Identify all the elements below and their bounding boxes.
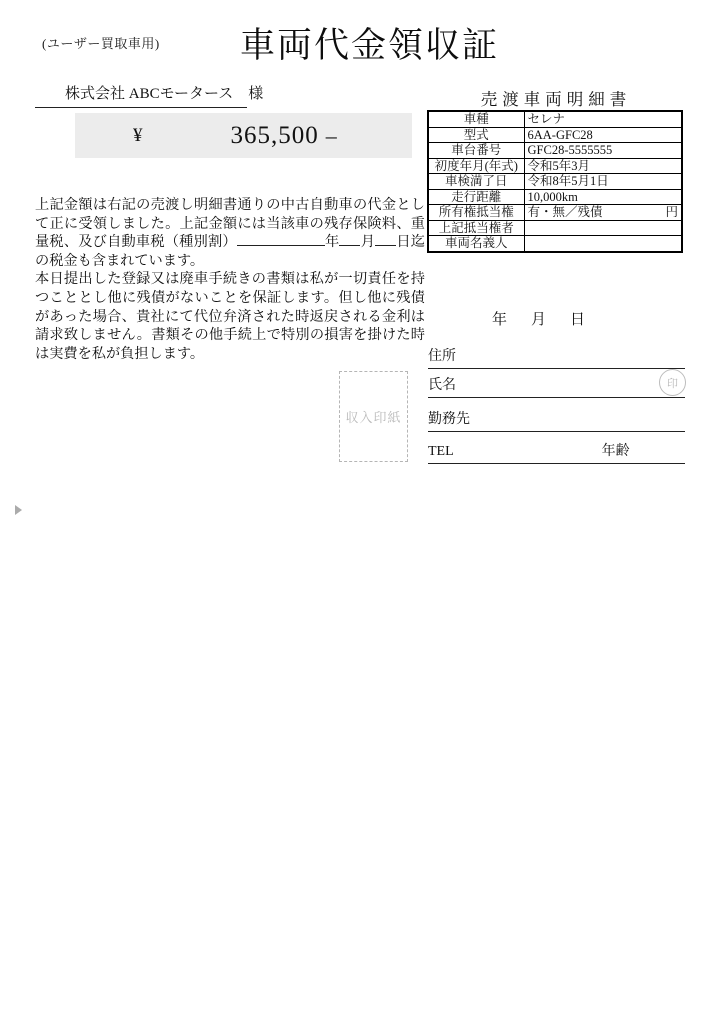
- table-row: [428, 111, 682, 127]
- row-value: 令和8年5月1日: [524, 174, 682, 190]
- row-value: 有・無／残債 円: [524, 205, 682, 221]
- workplace-field: [428, 408, 685, 432]
- seal-label: 印: [667, 377, 678, 390]
- amount-box: [75, 113, 412, 158]
- declaration-para1-tail: 迄の税金も含まれています。: [35, 234, 425, 269]
- table-row: [428, 189, 682, 205]
- row-label: 初度年月(年式): [428, 158, 524, 174]
- row-value: セレナ: [524, 111, 682, 127]
- date-day-label: 日: [570, 312, 586, 328]
- revenue-stamp-label: 収入印紙: [345, 410, 402, 425]
- row-label: 車種: [428, 111, 524, 127]
- row-label: 所有権抵当権: [428, 205, 524, 221]
- declaration-para1-lead: 上記金額は右記の売渡し明細書通りの中古自動車の代金として正に受領しました。上記金額には当該車の残存保険料、重量税、及び自動車税（種別割）: [35, 197, 425, 251]
- form-type-label: (ユーザー買取車用): [42, 36, 160, 51]
- row-value: 6AA-GFC28: [524, 127, 682, 143]
- tel-age-field: [428, 440, 685, 464]
- row-value: [524, 236, 682, 252]
- row-label: 走行距離: [428, 189, 524, 205]
- declaration-para2: 本日提出した登録又は廃車手続きの書類は私が一切責任を持つこととし他に残債がないことを保証します。但し他に残債があった場合、貴社にて代位弁済された時返戻される金利は請求致しません。書類その他手続上で特別の損害を掛けた時は実費を私が負担します。: [35, 271, 425, 362]
- day-char: 日: [396, 234, 411, 251]
- table-row: [428, 220, 682, 236]
- detail-table-title: 売渡車両明細書: [480, 90, 632, 109]
- name-field: [428, 374, 685, 398]
- tel-label: TEL: [428, 444, 454, 459]
- declaration-text: [35, 196, 425, 363]
- address-field: [428, 345, 685, 369]
- recipient-name: 株式会社 ABCモータース 様: [35, 82, 247, 108]
- row-value: GFC28-5555555: [524, 143, 682, 159]
- cursor-arrow-icon: [15, 505, 22, 515]
- row-label: 車検満了日: [428, 174, 524, 190]
- table-row: [428, 174, 682, 190]
- date-year-label: 年: [492, 312, 508, 328]
- row-label: 車台番号: [428, 143, 524, 159]
- address-label: 住所: [428, 349, 456, 364]
- age-label: 年齢: [601, 444, 630, 459]
- date-month-label: 月: [531, 312, 547, 328]
- row-label: 車両名義人: [428, 236, 524, 252]
- seal-stamp-icon: [659, 369, 686, 396]
- name-label: 氏名: [428, 378, 456, 393]
- row-value: [524, 220, 682, 236]
- row-value: 令和5年3月: [524, 158, 682, 174]
- vehicle-detail-table: [427, 110, 683, 253]
- table-row: [428, 158, 682, 174]
- amount-suffix-dash: –: [325, 122, 337, 148]
- blank-underline-day: [375, 233, 396, 246]
- year-char: 年: [324, 234, 340, 251]
- currency-symbol: ¥: [133, 124, 143, 146]
- date-line: [492, 308, 585, 329]
- month-char: 月: [360, 234, 376, 251]
- unit-yen-label: 円: [665, 205, 678, 219]
- blank-underline-month: [339, 233, 360, 246]
- amount-value: 365,500: [230, 121, 319, 149]
- page-title: 車両代金領収証: [240, 26, 500, 65]
- workplace-label: 勤務先: [428, 412, 470, 427]
- table-row: [428, 236, 682, 252]
- row-value: 10,000km: [524, 189, 682, 205]
- table-row: [428, 143, 682, 159]
- revenue-stamp-box: [339, 371, 408, 462]
- row-label: 型式: [428, 127, 524, 143]
- row-label: 上記抵当権者: [428, 220, 524, 236]
- table-row: [428, 205, 682, 221]
- table-row: [428, 127, 682, 143]
- blank-underline-long: [237, 233, 325, 246]
